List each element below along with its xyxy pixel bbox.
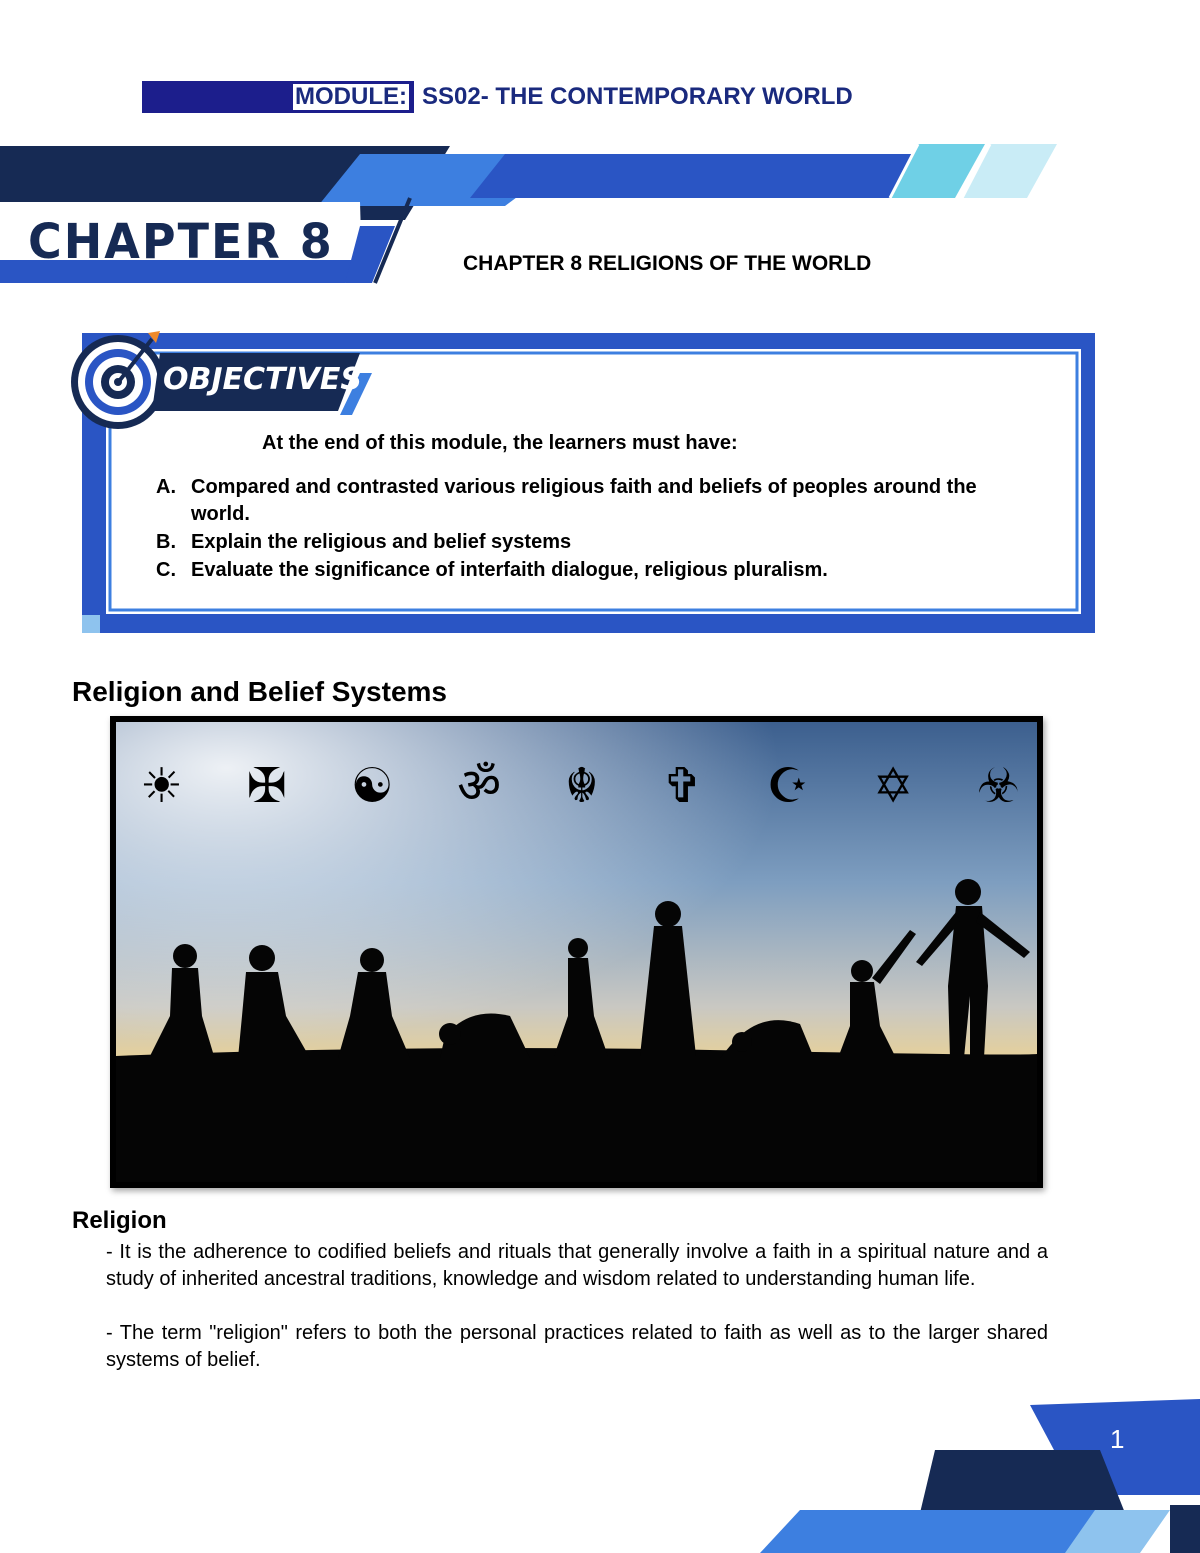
footer-graphic [740, 1395, 1200, 1553]
diya-icon: ☀ [140, 758, 184, 814]
page-number: 1 [1110, 1424, 1125, 1454]
objective-text: Compared and contrasted various religious faith and beliefs of peoples around the world. [191, 476, 977, 525]
religious-symbols-row [140, 756, 1020, 816]
cross-icon: ✞ [662, 758, 703, 814]
star-of-david-icon: ✡ [873, 758, 914, 814]
religion-paragraph-2: - The term "religion" refers to both the personal practices related to faith as well as to the larger shared systems of belief. [106, 1322, 1048, 1371]
objective-item-b [156, 529, 1036, 556]
khanda-icon: ☬ [564, 758, 599, 814]
star-and-crescent-icon: ☪ [766, 758, 810, 814]
biohazard-icon: ☣ [976, 758, 1020, 814]
chapter-banner-text: CHAPTER 8 [28, 212, 334, 270]
cross-pattee-icon: ✠ [246, 758, 287, 814]
section-title: Religion and Belief Systems [72, 676, 447, 707]
objective-letter: C. [156, 559, 176, 581]
yin-yang-icon: ☯ [350, 758, 394, 814]
objective-item-c [156, 557, 1036, 584]
objective-item-a [156, 474, 1036, 528]
objective-text: Explain the religious and belief systems [191, 531, 572, 553]
chapter-heading: CHAPTER 8 RELIGIONS OF THE WORLD [463, 252, 872, 275]
om-icon: ॐ [457, 758, 502, 814]
religions-photo [110, 716, 1043, 1188]
module-label: MODULE: [295, 83, 407, 110]
objectives-list [156, 474, 1036, 585]
objectives-badge-text: OBJECTIVES [163, 362, 362, 397]
objective-text: Evaluate the significance of interfaith dialogue, religious pluralism. [191, 559, 828, 581]
module-title: SS02- THE CONTEMPORARY WORLD [422, 83, 853, 110]
objectives-intro: At the end of this module, the learners must have: [262, 432, 738, 454]
objective-letter: A. [156, 476, 176, 498]
objective-letter: B. [156, 531, 176, 553]
religion-paragraph-1: - It is the adherence to codified beliefs and rituals that generally involve a faith in a spiritual nature and a study of inherited ancestral traditions, knowledge and wisdom related to understanding human life. [106, 1241, 1048, 1290]
religion-title: Religion [72, 1207, 167, 1234]
